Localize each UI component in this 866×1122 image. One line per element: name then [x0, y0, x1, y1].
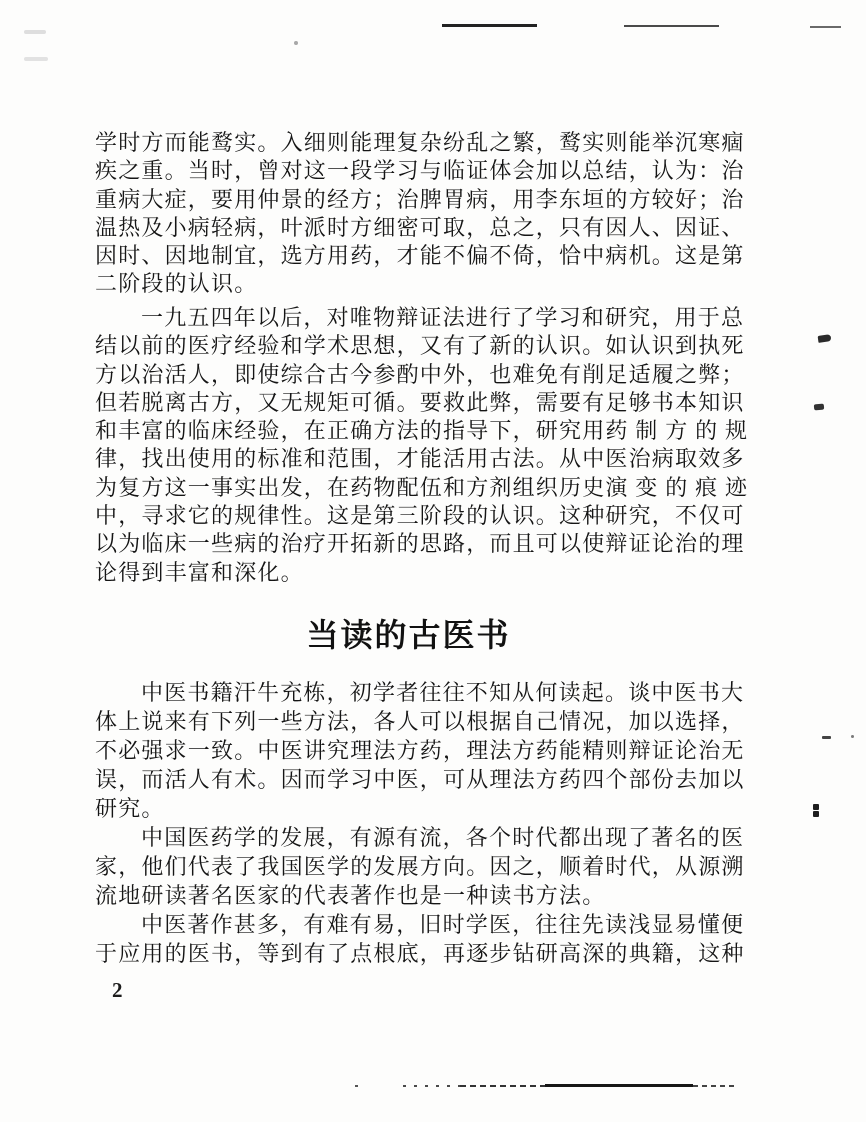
ink-speck	[813, 804, 819, 810]
ink-speck	[822, 736, 831, 739]
text-line: 疾之重。当时，曾对这一段学习与临证体会加以总结，认为：治	[95, 158, 745, 184]
page-number: 2	[112, 978, 123, 1002]
paragraph-2	[95, 304, 749, 587]
text-line: 中，寻求它的规律性。这是第三阶段的认识。这种研究，不仅可	[95, 503, 745, 529]
bottom-rule-dashes	[403, 1085, 460, 1087]
ink-speck	[814, 404, 824, 411]
ink-smudge	[24, 57, 48, 61]
text-line: 中医书籍汗牛充栋，初学者往往不知从何读起。谈中医书大	[141, 680, 745, 705]
text-line: 重病大症，要用仲景的经方；治脾胃病，用李东垣的方较好；治	[95, 186, 745, 212]
text-line: 结以前的医疗经验和学术思想，又有了新的认识。如认识到执死	[95, 333, 745, 359]
bottom-rule-dashes	[693, 1085, 736, 1087]
bottom-rule-dot	[355, 1085, 358, 1087]
text-line: 为复方这一事实出发，在药物配伍和方剂组织历史演 变 的 痕 迹	[95, 474, 749, 500]
paragraph-1	[95, 129, 745, 299]
text-line: 不必强求一致。中医讲究理法方药，理法方药能精则辩证论治无	[95, 738, 745, 763]
paragraphs-3-4-5	[95, 678, 745, 968]
scan-rule-segment	[442, 24, 537, 27]
ink-smudge	[24, 30, 46, 34]
ink-speck	[818, 334, 832, 343]
section-heading: 当读的古医书	[306, 617, 511, 653]
text-line: 中国医药学的发展，有源有流，各个时代都出现了著名的医	[141, 825, 745, 850]
ink-speck	[851, 735, 854, 738]
text-line: 体上说来有下列一些方法，各人可以根据自己情况，加以选择，	[95, 709, 745, 734]
text-line: 误，而活人有术。因而学习中医，可从理法方药四个部份去加以	[95, 767, 745, 792]
text-line: 但若脱离古方，又无规矩可循。要救此弊，需要有足够书本知识	[95, 389, 745, 415]
text-line: 因时、因地制宜，选方用药，才能不偏不倚，恰中病机。这是第	[95, 243, 745, 269]
text-line: 以为临床一些病的治疗开拓新的思路，而且可以使辩证论治的理	[95, 531, 745, 557]
text-line: 二阶段的认识。	[95, 271, 258, 297]
text-line: 学时方而能鹜实。入细则能理复杂纷乱之繁，鹜实则能举沉寒痼	[95, 130, 745, 155]
text-line: 温热及小病轻病，叶派时方细密可取，总之，只有因人、因证、	[95, 214, 745, 240]
text-line: 论得到丰富和深化。	[95, 559, 304, 585]
text-line: 于应用的医书，等到有了点根底，再逐步钻研高深的典籍，这种	[95, 941, 745, 966]
text-line: 方以治活人，即使综合古今参酌中外，也难免有削足适履之弊；	[95, 361, 745, 387]
text-line: 研究。	[95, 796, 165, 821]
scan-rule-segment	[810, 26, 841, 28]
text-line: 流地研读著名医家的代表著作也是一种读书方法。	[95, 883, 606, 908]
scan-rule-segment	[624, 25, 719, 27]
text-line: 家，他们代表了我国医学的发展方向。因之，顺着时代，从源溯	[95, 854, 745, 879]
text-line: 律，找出使用的标准和范围，才能活用古法。从中医治病取效多	[95, 446, 745, 472]
ink-speck	[294, 41, 298, 45]
text-line: 中医著作甚多，有难有易，旧时学医，往往先读浅显易懂便	[141, 912, 745, 937]
text-line: 和丰富的临床经验，在正确方法的指导下，研究用药 制 方 的 规	[95, 418, 749, 444]
bottom-rule-dashes	[460, 1085, 545, 1087]
bottom-rule-solid	[545, 1084, 693, 1087]
text-line: 一九五四年以后，对唯物辩证法进行了学习和研究，用于总	[141, 305, 745, 330]
